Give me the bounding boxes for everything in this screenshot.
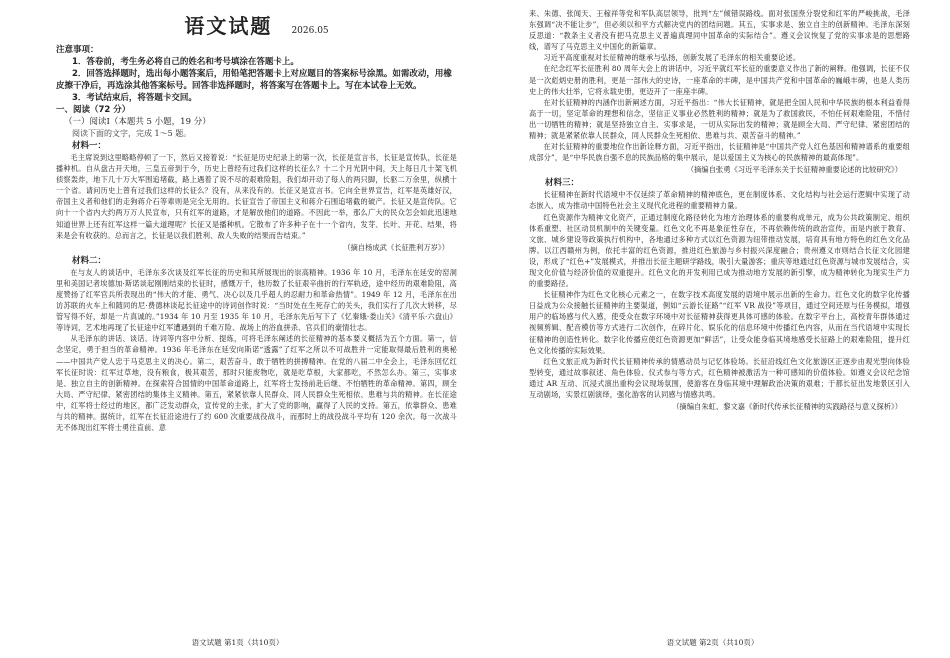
notice-2: 2．回答选择题时，选出每小题答案后，用铅笔把答题卡上对应题目的答案标号涂黑。如需改动，用橡皮擦干净后，再选涂其他答案标号。回答非选择题时，将答案写在答题卡上。写在本试卷上无效。 <box>56 69 452 91</box>
notice-1: 1．答卷前，考生务必将自己的姓名和考号填涂在答题卡上。 <box>72 57 299 67</box>
material3-paragraph-1: 长征精神在新时代语境中不仅延续了革命精神的精神底色，更在制度体系、文化结构与社会运行逻辑中实现了动态嵌入，成为推动中国特色社会主义现代化进程的重要精神力量。 <box>529 190 910 211</box>
exam-date: 2026.05 <box>291 26 329 36</box>
paragraph-spirit-status: 在对长征精神的重要地位作出新诠释方面，习近平指出，长征精神是“中国共产党人红色基因和精神谱系的重要组成部分”，是“中华民族自强不息的民族品格的集中展示，是以爱国主义为核心的民族精神的最高体现”。 <box>529 142 910 163</box>
notice-heading: 注意事项： <box>56 45 99 55</box>
material3-label: 材料三： <box>545 178 580 189</box>
material3-paragraph-4: 红色文旅正成为新时代长征精神传承的情感动员与记忆体验场。长征沿线红色文化旅游区正逐步由观光型向体验型转变，通过故事叙述、角色体验、仪式参与等方式，红色精神被激活为一种可感知的价值体验。如遵义会议纪念馆通过 AR 互动、沉浸式演出重构会议现场氛围，使游客在身临其境中理解政治决策的艰难；于都长征出发地景区引入互动剧场，实景红剧演绎，强化游客的认同感与情感共鸣。 <box>529 356 910 399</box>
notice-3: 3．考试结束后，将答题卡交回。 <box>72 93 197 103</box>
material3-source: （摘编自朱虹、黎文嘉《新时代传承长征精神的实践路径与意义探析》） <box>672 402 902 412</box>
paragraph-spirit-connotation: 在对长征精神的内涵作出新阐述方面，习近平指出：“伟大长征精神，就是把全国人民和中华民族的根本利益看得高于一切，坚定革命的理想和信念，坚信正义事业必然胜利的精神；就是为了救国救民，不怕任何艰难险阻，不惜付出一切牺牲的精神；就是坚持独立自主、实事求是，一切从实际出发的精神；就是顾全大局、严守纪律、紧密团结的精神；就是紧紧依靠人民群众，同人民群众生死相依、患难与共、艰苦奋斗的精神。” <box>529 97 910 141</box>
header-row <box>56 8 457 44</box>
material1-text: 毛主席说到这里略略停顿了一下，然后又接着说：“长征是历史纪录上的第一次，长征是宣言书，长征是宣传队，长征是播种机。自从盘古开天地，三皇五帝到于今，历史上曾经有过我们这样的长征么？十二个月光阴中间，天上每日几十架飞机侦察轰炸，地下几十万大军围追堵截，路上遇着了说不尽的艰难险阻，我们却开动了每人的两只脚，长驱二万余里，纵横十一个省。请问历史上曾有过我们这样的长征么？没有，从来没有的。长征又是宣言书。它向全世界宣告，红军是英雄好汉，帝国主义者和他们的走狗蒋介石等辈则是完全无用的。长征宣告了帝国主义和蒋介石围追堵截的破产。长征又是宣传队。它向十一个省内大约两万万人民宣布，只有红军的道路，才是解放他们的道路。不因此一举，那么广大的民众怎会如此迅速地知道世界上还有红军这样一篇大道理呢？长征又是播种机。它散布了许多种子在十一个省内，发芽、长叶、开花、结果，将来是会有收获的。总而言之，长征是以我们胜利、敌人失败的结果而告结束。” <box>56 153 457 240</box>
material2-paragraph-2: 从毛泽东的讲话、谈话、诗词等内容中分析、提炼，可将毛泽东阐述的长征精神的基本要义概括为五个方面。第一，信念坚定，勇于担当的革命精神。1936 年毛泽东在延安向斯诺“透露”了红军之所以不可战胜并一定能取得最后胜利的奥秘——中国共产党人忠于马克思主义的决心。第二，艰苦奋斗、敢于牺牲的拼搏精神。在党的八届二中全会上，毛泽东回忆红军长征时说：红军过草地，没有粮食，极其艰苦，那时只能废物吃，就是吃草根，大家都吃，不然怎么办。第三，实事求是、独立自主的创新精神。在探索符合国情的中国革命道路上，红军将士发扬前赴后继、不怕牺牲的革命精神。第四，顾全大局、严守纪律、紧密团结的集体主义精神。第五，紧紧依靠人民群众、同人民群众生死相依、患难与共的精神。在长征途中，红军将士经过的地区，都广泛发动群众，宣传党的主张，扩大了党的影响，赢得了人民的支持。第五，依靠群众、患难与共的精神。据统计，红军在长征沿途进行了约 600 次重要战役战斗，而那时上的战役战斗平均有 120 余次。每一次战斗无不体现出红军将士勇往直前、意 <box>56 334 457 433</box>
section-heading: 一、阅读（72 分） <box>56 105 131 115</box>
material1-label: 材料一： <box>72 141 107 151</box>
instruction-text: 阅读下面的文字，完成 1～5 题。 <box>72 129 192 138</box>
page-title: 语文试题 <box>184 14 273 38</box>
subsection-heading: （一）阅读Ⅰ（本题共 5 小题，19 分） <box>64 117 211 127</box>
page-footer-2: 语文试题 第2页（共10页） <box>666 638 759 647</box>
material2-source: （摘编自张勇《习近平毛泽东关于长征精神重要论述的比较研究》） <box>686 165 902 175</box>
material1-source: （摘自杨成武《长征胜利万岁》） <box>343 242 449 252</box>
page-footer-1: 语文试题 第1页（共10页） <box>191 638 284 647</box>
paragraph-80th-anniversary: 在纪念红军长征胜利 80 周年大会上的讲话中，习近平就红军长征的重要意义作出了新的阐释。他强调，长征不仅是一次彪炳史册的胜利，更是一部伟大的史诗，一座革命的丰碑，是中国共产党和中国革命的巍峨丰碑，也是人类历史上的伟大壮举，它将永载史册，更迈开了一座座丰碑。 <box>529 64 910 96</box>
exam-page-2 <box>475 0 950 658</box>
material2-label: 材料二： <box>72 255 107 266</box>
continued-paragraph: 来、朱德、张闻天、王稼祥等党和军队高层领导，批判“左”倾错误路线。面对张国焘分裂党和红军的严峻挑战，毛泽东强调“决不能让步”，但必须以和平方式解决党内的团结问题。其五，实事求是、独立自主的创新精神。毛泽东深刻反思道：“教条主义者没有把马克思主义普遍真理同中国革命的实际结合”。遵义会议恢复了党的实事求是的思想路线，谱写了马克思主义中国化的新篇章。 <box>529 9 910 52</box>
paragraph-xi-intro: 习近平高度重视对长征精神的继承与弘扬，创新发展了毛泽东的相关重要论述。 <box>543 53 801 63</box>
material2-paragraph-1: 在与友人的谈话中，毛泽东多次谈及红军长征的历史和其所展现出的崇高精神。1936 年 10 月，毛泽东在延安的窑洞里和美国记者埃德加·斯诺谈起刚刚结束的长征时，感慨万千，他历数了长征艰辛曲折的行军轨迹，途中经历的艰难险阻，高度赞扬了红军官兵所表现出的“伟大的才能、勇气、决心以及几乎超人的忍耐力和革命热情”。1949 年 12 月，毛泽东在出访苏联的火车上和随同的尼·费德林谈起长征途中的诗词创作时说：“当时处在生死存亡的关头，我们实行了几次大转移，尽管写得不好，却是一片真诚的。”1934 年 10 月至 1935 年 10 月，毛泽东先后写下了《忆秦娥·娄山关》《清平乐·六盘山》等诗词，艺术地再现了长征途中红军遭遇到的千难万险、战场上的浴血拼杀、官兵们的豪情壮志。 <box>56 267 457 333</box>
material3-paragraph-3: 长征精神作为红色文化核心元素之一，在数字技术高度发展的语境中展示出新的生命力。红色文化的数字化传播日益成为公众接触长征精神的主要渠道，例如“云游长征路”“红军 VR 战役”等项目，通过空间还原与任务模拟，增强用户的临场感与代入感，使受众在数字环境中对长征精神获得更具体可感的体验。在数字平台上，高校青年群体通过视频剪辑、配音模仿等方式进行二次创作，在碎片化、娱乐化的信息环境中传播红色内容，从而在当代语境中实现长征精神的创造性转化。数字化传播应使红色资源更加“鲜活”，让受众能身临其境地感受长征路上的艰难险阻，提升红色文化传播的实际效果。 <box>529 290 910 355</box>
material3-paragraph-2: 红色资源作为精神文化资产，正通过制度化路径转化为地方治理体系的重要构成单元，成为公共政策制定、组织体系重塑、社区动员机制中的关键变量。红色文化不再是象征性存在，不再依赖传统的政治宣传，而是内嵌于教育、文旅、城乡建设等政策执行机构中，各地通过多种方式以红色资源为纽带推动发展，培育具有地方特色的红色文化品牌。以江西赣州为例，依托丰富的红色资源，推进红色旅游与乡村振兴深度融合；贵州遵义市则结合长征文化园建设，形成了“红色+”发展模式，并推出长征主题研学路线，吸引大量游客；重庆等地通过红色资源与城市发展结合，实现文化价值与经济价值的双重提升。红色文化的开发利用已成为推动地方发展的新引擎，成为精神转化为现实生产力的重要路径。 <box>529 212 910 289</box>
